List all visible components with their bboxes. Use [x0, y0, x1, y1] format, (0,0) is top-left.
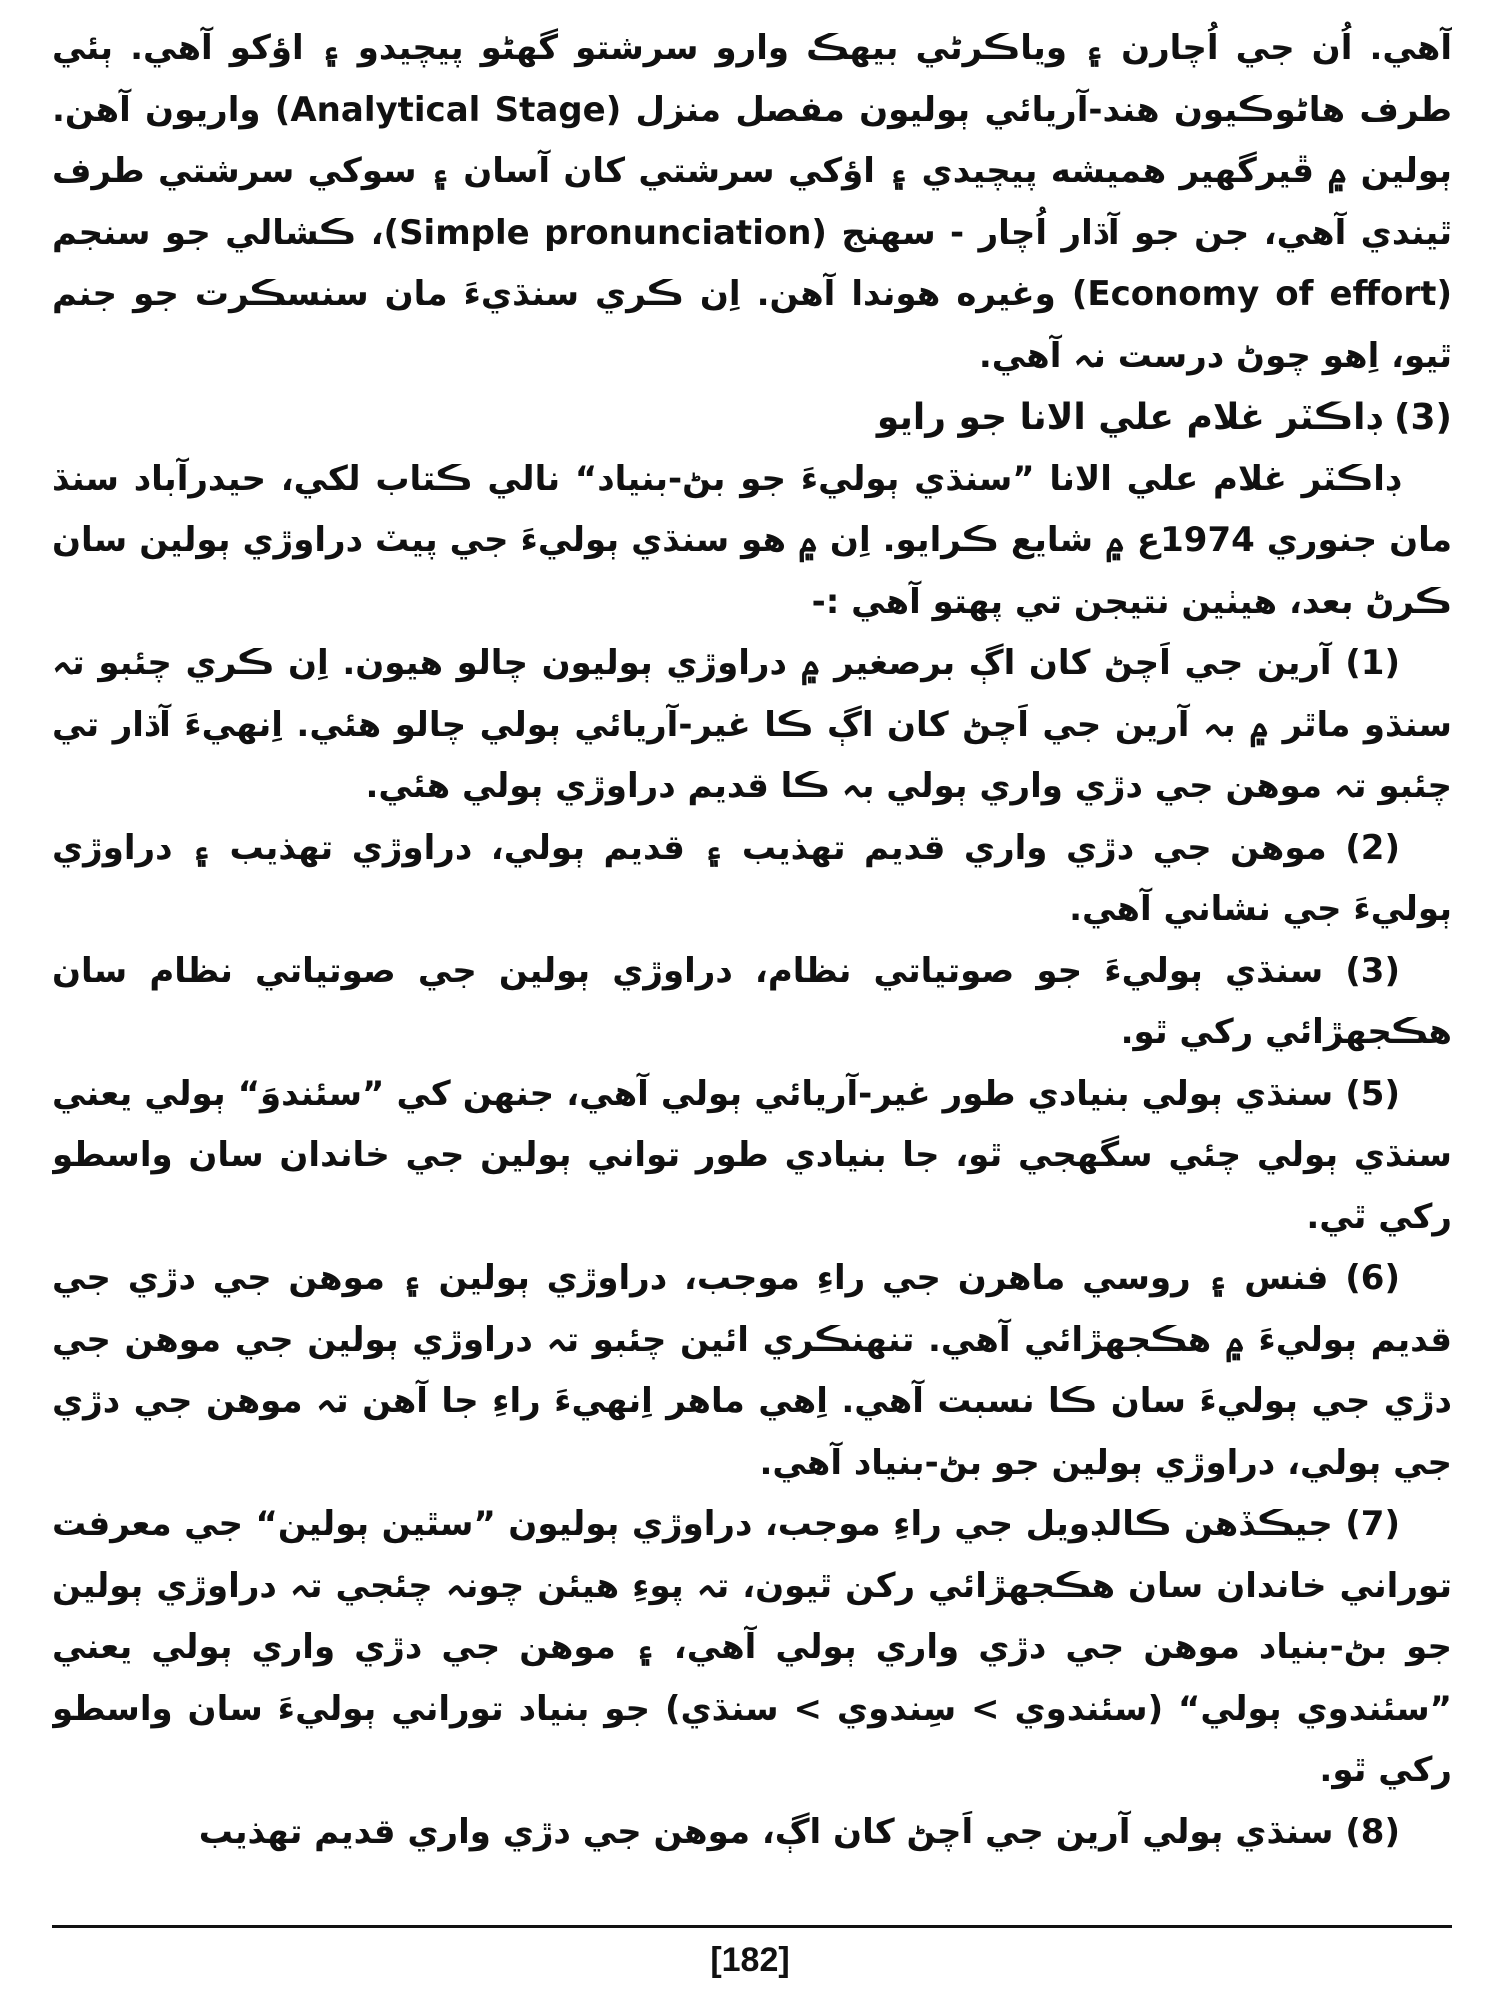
point-1-paragraph: (1) آرين جي اَچڻ کان اڳ برصغير ۾ دراوڙي ٻوليون چالو هيون. اِن ڪري چئبو تہ سنڌو ماٿر ۾ بہ آرين جي اَچڻ کان اڳ ڪا غير-آريائي ٻولي چالو هئي. اِنهيءَ آڌار تي چئبو تہ موهن جي دڙي واري ٻولي بہ ڪا قديم دراوڙي ٻولي هئي. — [52, 643, 1452, 806]
point-5-paragraph: (5) سنڌي ٻولي بنيادي طور غير-آريائي ٻولي آهي، جنهن کي ”سئندوَ“ ٻولي يعني سنڌي ٻولي چئي سگهجي ٿو، جا بنيادي طور تواني ٻولين جي خاندان سان واسطو رکي ٿي. — [52, 1073, 1452, 1237]
footer-rule — [52, 1925, 1452, 1928]
intro-paragraph: ڊاڪٽر غلام علي الانا ”سنڌي ٻوليءَ جو بڻ-بنياد“ نالي ڪتاب لکي، حيدرآباد سنڌ مان جنوري 1974ع ۾ شايع ڪرايو. اِن ۾ هو سنڌي ٻوليءَ جي پيٽ دراوڙي ٻولين سان ڪرڻ بعد، هيٺين نتيجن تي پهتو آهي :- — [52, 458, 1452, 622]
page-number: [182] — [710, 1941, 790, 1979]
point-7-paragraph: (7) جيڪڏهن ڪالڊويل جي راءِ موجب، دراوڙي ٻوليون ”سٿين ٻولين“ جي معرفت توراني خاندان سان هڪجهڙائي رکن ٿيون، تہ پوءِ هيئن چونہ چئجي تہ دراوڙي ٻولين جو بڻ-بنياد موهن جي دڙي واري ٻولي آهي، ۽ موهن جي دڙي واري ٻولي يعني ”سئندوي ٻولي“ (سئندوي > سِندوي > سنڌي) جو بنياد توراني ٻوليءَ سان واسطو رکي ٿو. — [52, 1504, 1452, 1790]
point-2-paragraph: (2) موهن جي دڙي واري قديم تهذيب ۽ قديم ٻولي، دراوڙي تهذيب ۽ دراوڙي ٻوليءَ جي نشاني آهي. — [52, 827, 1452, 929]
point-6-paragraph: (6) فنس ۽ روسي ماهرن جي راءِ موجب، دراوڙي ٻولين ۽ موهن جي دڙي جي قديم ٻوليءَ ۾ هڪجهڙائي آهي. تنهنڪري ائين چئبو تہ دراوڙي ٻولين جي موهن جي دڙي جي ٻوليءَ سان ڪا نسبت آهي. اِهي ماهر اِنهيءَ راءِ جا آهن تہ موهن جي دڙي جي ٻولي، دراوڙي ٻولين جو بڻ-بنياد آهي. — [52, 1258, 1452, 1483]
point-8-paragraph: (8) سنڌي ٻولي آرين جي اَچڻ کان اڳ، موهن جي دڙي واري قديم تهذيب — [198, 1811, 1400, 1852]
point-3-paragraph: (3) سنڌي ٻوليءَ جو صوتياتي نظام، دراوڙي ٻولين جي صوتياتي نظام سان هڪجهڙائي رکي ٿو. — [52, 950, 1452, 1052]
section-heading: (3) ڊاڪٽر غلام علي الانا جو رايو — [876, 397, 1452, 438]
opening-paragraph: آهي. اُن جي اُچارن ۽ وياڪرڻي بيهڪ وارو سرشتو گهڻو پيچيدو ۽ اؤکو آهي. ٻئي طرف هاڻوڪيون هند-آريائي ٻوليون مفصل منزل (Analytical Stage) واريون آهن. ٻولين ۾ ڦيرگهير هميشه پيچيدي ۽ اؤکي سرشتي کان آسان ۽ سوکي سرشتي طرف ٿيندي آهي، جن جو آڌار اُچار - سهنج (Simple pronunciation)، ڪشالي جو سنجم (Economy of effort) وغيره هوندا آهن. اِن ڪري سنڌيءَ مان سنسڪرت جو جنم ٿيو، اِهو چوڻ درست نہ آهي. — [52, 28, 1452, 376]
document-page — [52, 18, 1452, 1898]
